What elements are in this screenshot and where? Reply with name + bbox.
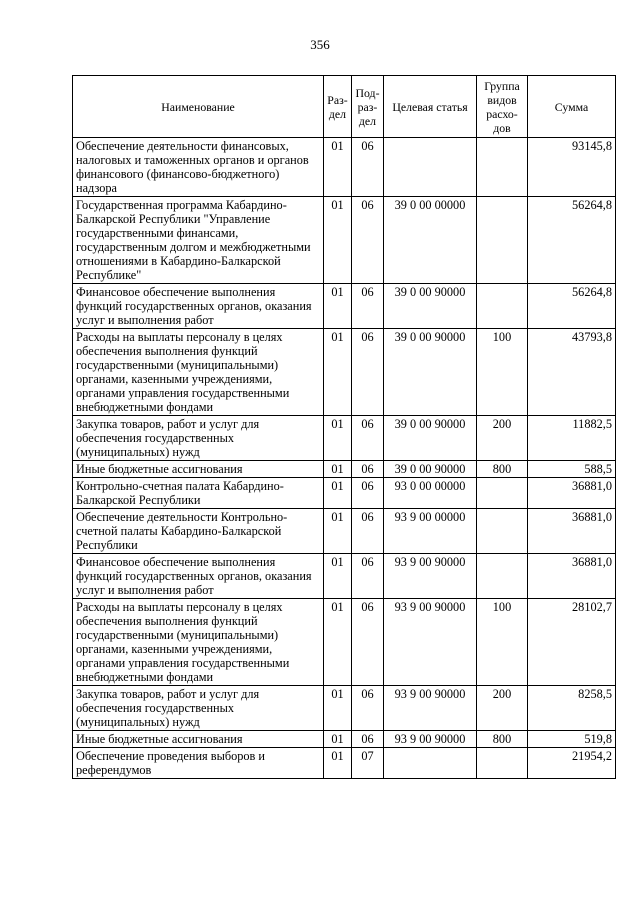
- cell-section: 01: [324, 731, 352, 748]
- cell-sum: 93145,8: [528, 138, 616, 197]
- cell-expense-group: 100: [477, 329, 528, 416]
- header-sum: Сумма: [528, 76, 616, 138]
- cell-subsection: 07: [352, 748, 384, 779]
- cell-target-article: [384, 138, 477, 197]
- table-row: [73, 478, 616, 509]
- budget-table: [72, 75, 616, 779]
- cell-expense-group: [477, 138, 528, 197]
- cell-expense-group: [477, 197, 528, 284]
- table-row: [73, 554, 616, 599]
- cell-section: 01: [324, 329, 352, 416]
- cell-section: 01: [324, 197, 352, 284]
- cell-section: 01: [324, 461, 352, 478]
- cell-sum: 36881,0: [528, 554, 616, 599]
- cell-sum: 519,8: [528, 731, 616, 748]
- cell-sum: 36881,0: [528, 478, 616, 509]
- cell-name: Расходы на выплаты персоналу в целях обеспечения выполнения функций государственными (муниципальными) органами, казенными учреждениями, органами управления государственными внебюджетными фондами: [73, 329, 324, 416]
- cell-subsection: 06: [352, 731, 384, 748]
- cell-sum: 43793,8: [528, 329, 616, 416]
- table-row: [73, 284, 616, 329]
- header-target-article: Целевая статья: [384, 76, 477, 138]
- cell-section: 01: [324, 478, 352, 509]
- cell-subsection: 06: [352, 197, 384, 284]
- table-row: [73, 731, 616, 748]
- header-name: Наименование: [73, 76, 324, 138]
- cell-expense-group: 100: [477, 599, 528, 686]
- table-row: [73, 748, 616, 779]
- cell-target-article: 39 0 00 90000: [384, 416, 477, 461]
- cell-name: Обеспечение проведения выборов и референдумов: [73, 748, 324, 779]
- cell-name: Контрольно-счетная палата Кабардино-Балкарской Республики: [73, 478, 324, 509]
- cell-sum: 8258,5: [528, 686, 616, 731]
- cell-sum: 56264,8: [528, 284, 616, 329]
- page-number: 356: [310, 37, 330, 52]
- cell-subsection: 06: [352, 554, 384, 599]
- cell-subsection: 06: [352, 138, 384, 197]
- cell-sum: 11882,5: [528, 416, 616, 461]
- cell-name: Обеспечение деятельности Контрольно-счетной палаты Кабардино-Балкарской Республики: [73, 509, 324, 554]
- table-header-row: [73, 76, 616, 138]
- table-row: [73, 461, 616, 478]
- cell-expense-group: [477, 478, 528, 509]
- header-subsection: Под-раз-дел: [352, 76, 384, 138]
- cell-target-article: 93 9 00 90000: [384, 554, 477, 599]
- cell-sum: 56264,8: [528, 197, 616, 284]
- cell-target-article: 93 9 00 00000: [384, 509, 477, 554]
- table-row: [73, 599, 616, 686]
- cell-target-article: 39 0 00 90000: [384, 284, 477, 329]
- cell-subsection: 06: [352, 284, 384, 329]
- cell-name: Финансовое обеспечение выполнения функций государственных органов, оказания услуг и выполнения работ: [73, 284, 324, 329]
- table-row: [73, 138, 616, 197]
- table-row: [73, 686, 616, 731]
- cell-name: Иные бюджетные ассигнования: [73, 461, 324, 478]
- cell-section: 01: [324, 554, 352, 599]
- cell-expense-group: [477, 748, 528, 779]
- header-expense-group: Группа видов расхо-дов: [477, 76, 528, 138]
- cell-section: 01: [324, 138, 352, 197]
- cell-target-article: 39 0 00 90000: [384, 461, 477, 478]
- cell-section: 01: [324, 599, 352, 686]
- cell-sum: 21954,2: [528, 748, 616, 779]
- cell-section: 01: [324, 748, 352, 779]
- cell-section: 01: [324, 686, 352, 731]
- cell-subsection: 06: [352, 416, 384, 461]
- cell-target-article: 39 0 00 90000: [384, 329, 477, 416]
- cell-name: Государственная программа Кабардино-Балкарской Республики "Управление государственными финансами, государственным долгом и межбюджетными отношениями в Кабардино-Балкарской Республике": [73, 197, 324, 284]
- cell-subsection: 06: [352, 461, 384, 478]
- cell-subsection: 06: [352, 509, 384, 554]
- cell-expense-group: [477, 554, 528, 599]
- cell-target-article: 93 0 00 00000: [384, 478, 477, 509]
- cell-name: Иные бюджетные ассигнования: [73, 731, 324, 748]
- cell-name: Закупка товаров, работ и услуг для обеспечения государственных (муниципальных) нужд: [73, 416, 324, 461]
- cell-target-article: 93 9 00 90000: [384, 599, 477, 686]
- cell-subsection: 06: [352, 599, 384, 686]
- cell-name: Обеспечение деятельности финансовых, налоговых и таможенных органов и органов финансового (финансово-бюджетного) надзора: [73, 138, 324, 197]
- cell-expense-group: [477, 284, 528, 329]
- cell-target-article: 93 9 00 90000: [384, 731, 477, 748]
- cell-target-article: 93 9 00 90000: [384, 686, 477, 731]
- cell-expense-group: 800: [477, 461, 528, 478]
- table-row: [73, 329, 616, 416]
- cell-subsection: 06: [352, 329, 384, 416]
- cell-name: Финансовое обеспечение выполнения функций государственных органов, оказания услуг и выполнения работ: [73, 554, 324, 599]
- table-row: [73, 197, 616, 284]
- cell-section: 01: [324, 509, 352, 554]
- cell-expense-group: 200: [477, 686, 528, 731]
- cell-subsection: 06: [352, 686, 384, 731]
- cell-expense-group: 200: [477, 416, 528, 461]
- cell-target-article: [384, 748, 477, 779]
- cell-target-article: 39 0 00 00000: [384, 197, 477, 284]
- cell-name: Закупка товаров, работ и услуг для обеспечения государственных (муниципальных) нужд: [73, 686, 324, 731]
- cell-subsection: 06: [352, 478, 384, 509]
- cell-sum: 28102,7: [528, 599, 616, 686]
- cell-name: Расходы на выплаты персоналу в целях обеспечения выполнения функций государственными (муниципальными) органами, казенными учреждениями, органами управления государственными внебюджетными фондами: [73, 599, 324, 686]
- table-row: [73, 509, 616, 554]
- cell-expense-group: [477, 509, 528, 554]
- cell-section: 01: [324, 284, 352, 329]
- cell-sum: 588,5: [528, 461, 616, 478]
- table-row: [73, 416, 616, 461]
- cell-section: 01: [324, 416, 352, 461]
- cell-sum: 36881,0: [528, 509, 616, 554]
- header-section: Раз-дел: [324, 76, 352, 138]
- cell-expense-group: 800: [477, 731, 528, 748]
